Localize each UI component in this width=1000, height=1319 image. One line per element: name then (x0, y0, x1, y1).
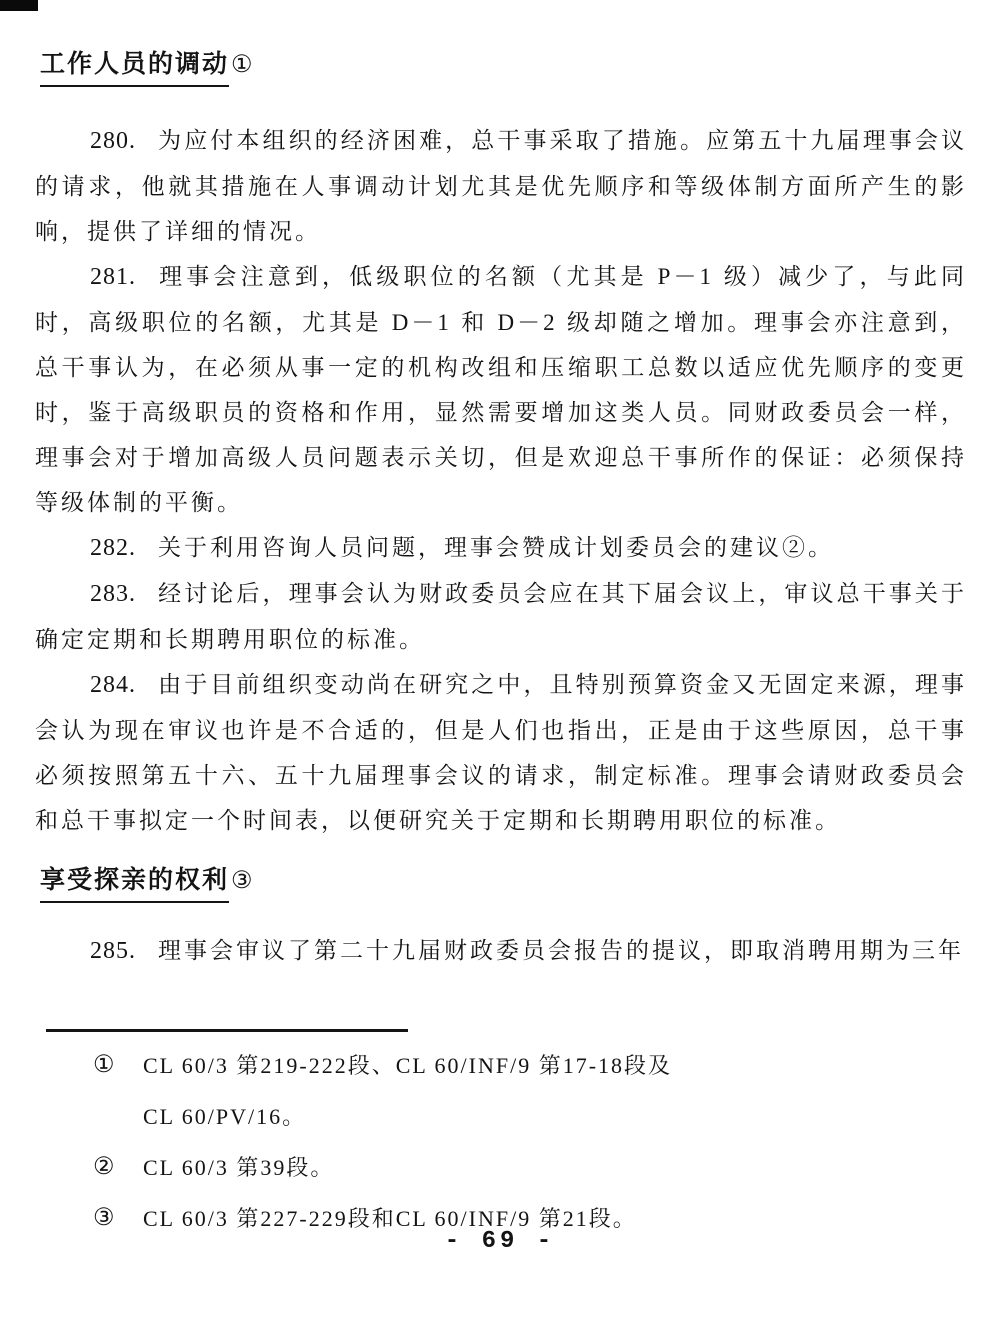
footnote-marker-3: ③ (93, 1205, 117, 1231)
paragraph-text: 为应付本组织的经济困难，总干事采取了措施。应第五十九届理事会议的请求，他就其措施在人事调动计划尤其是优先顺序和等级体制方面所产生的影响，提供了详细的情况。 (35, 128, 967, 244)
section-heading-staff-transfers (40, 44, 255, 87)
paragraph-281 (35, 254, 967, 525)
paragraph-text: 理事会审议了第二十九届财政委员会报告的提议，即取消聘用期为三年 (158, 938, 964, 963)
paragraph-text: 经讨论后，理事会认为财政委员会应在其下届会议上，审议总干事关于确定定期和长期聘用职位的标准。 (35, 581, 967, 652)
paragraph-text: 理事会注意到，低级职位的名额（尤其是 P－1 级）减少了，与此同时，高级职位的名额，尤其是 D－1 和 D－2 级却随之增加。理事会亦注意到，总干事认为，在必须从事一定的机构改组和压缩职工总数以适应优先顺序的变更时，鉴于高级职员的资格和作用，显然需要增加这类人员。同财政委员会一样，理事会对于增加高级人员问题表示关切，但是欢迎总干事所作的保证：必须保持等级体制的平衡。 (35, 264, 967, 515)
paragraph-number: 284. (90, 672, 136, 698)
paragraph-number: 285. (90, 938, 136, 964)
footnote-ref-1: ① (231, 52, 255, 78)
footnote-text (143, 1040, 967, 1142)
paragraph-text: 由于目前组织变动尚在研究之中，且特别预算资金又无固定来源，理事会认为现在审议也许是不合适的，但是人们也指出，正是由于这些原因，总干事必须按照第五十六、五十九届理事会议的请求，制定标准。理事会请财政委员会和总干事拟定一个时间表，以便研究关于定期和长期聘用职位的标准。 (35, 672, 967, 833)
footnote-2 (35, 1142, 967, 1193)
paragraph-number: 282. (90, 535, 136, 561)
heading-text: 享受探亲的权利 (40, 860, 229, 903)
main-text-section-2 (35, 928, 967, 974)
footnote-marker-1: ① (93, 1052, 117, 1078)
footnote-area (35, 1040, 967, 1244)
footnote-ref-3: ③ (231, 868, 255, 894)
paragraph-number: 281. (90, 264, 136, 290)
paragraph-285 (35, 928, 967, 974)
section-heading-home-leave-rights (40, 860, 255, 903)
main-text-section-1 (35, 118, 967, 843)
heading-text: 工作人员的调动 (40, 44, 229, 87)
paragraph-text: 关于利用咨询人员问题，理事会赞成计划委员会的建议②。 (158, 535, 834, 560)
footnote-separator-rule (46, 1029, 408, 1032)
paragraph-283 (35, 571, 967, 662)
footnote-line: CL 60/3 第39段。 (143, 1155, 335, 1180)
footnote-text (143, 1142, 967, 1193)
paragraph-number: 280. (90, 128, 136, 154)
footnote-line: CL 60/PV/16。 (143, 1104, 307, 1129)
footnote-line: CL 60/3 第227-229段和CL 60/INF/9 第21段。 (143, 1206, 637, 1231)
footnote-marker-2: ② (93, 1154, 117, 1180)
paragraph-280 (35, 118, 967, 254)
footnote-1 (35, 1040, 967, 1142)
paragraph-282 (35, 525, 967, 571)
paragraph-number: 283. (90, 581, 136, 607)
page-number: - 69 - (444, 1228, 556, 1255)
scan-artifact-mark (0, 0, 38, 11)
paragraph-284 (35, 662, 967, 843)
footnote-line: CL 60/3 第219-222段、CL 60/INF/9 第17-18段及 (143, 1053, 673, 1078)
